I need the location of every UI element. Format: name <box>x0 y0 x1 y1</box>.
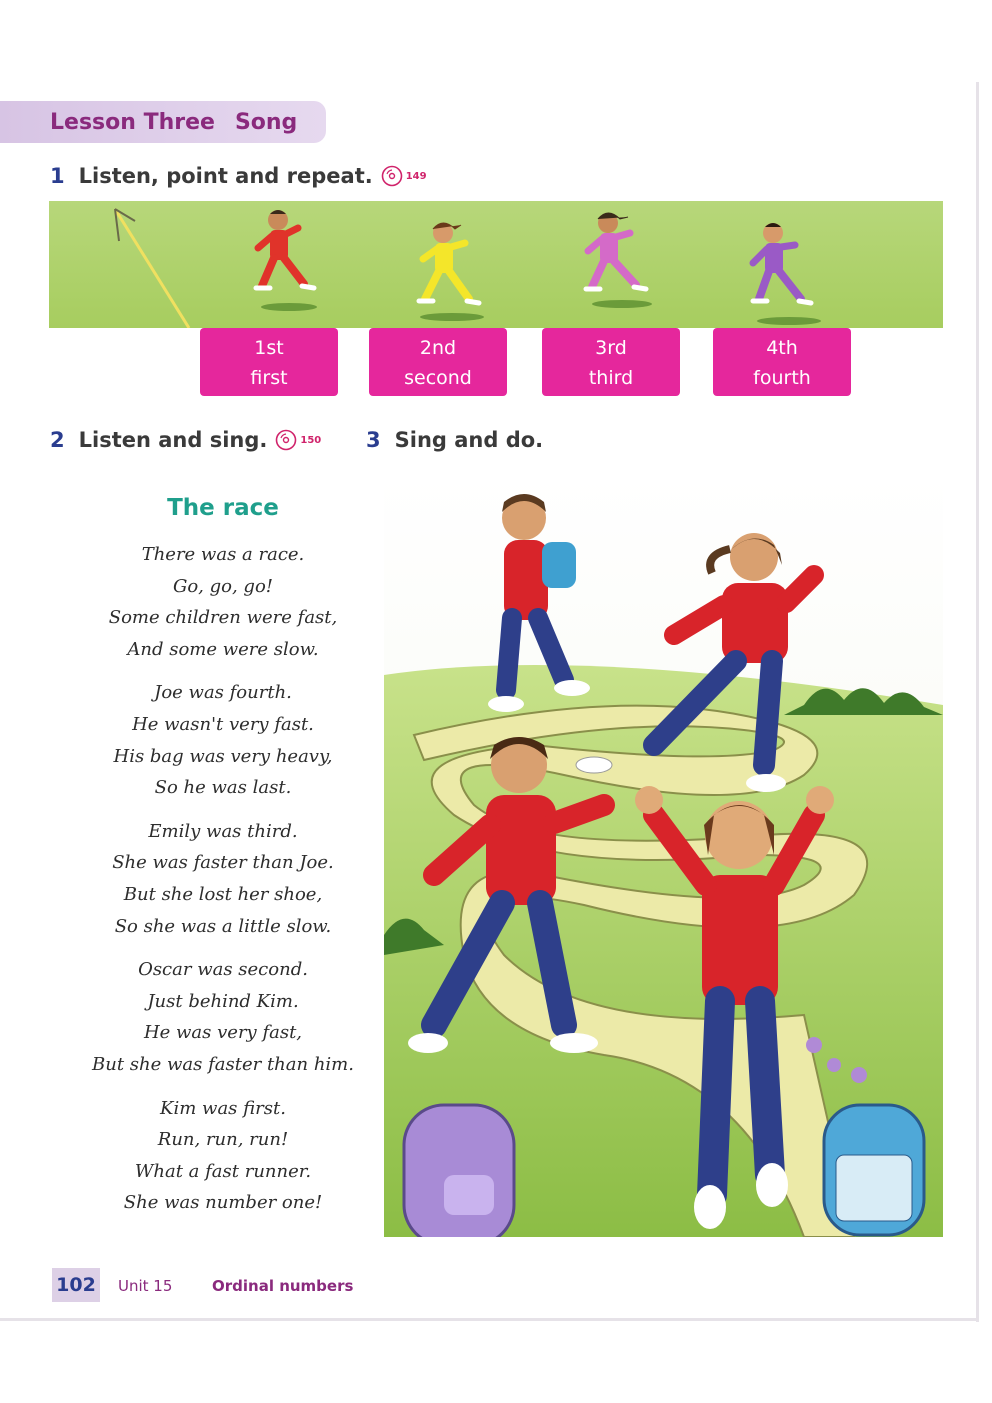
song-line: She was number one! <box>123 1192 323 1214</box>
verse-4 <box>62 954 384 1080</box>
song-line: Oscar was second. <box>138 959 308 981</box>
song-title: The race <box>167 495 279 521</box>
song-scene-illustration <box>384 475 943 1237</box>
ordinal-short: 2nd <box>419 337 457 359</box>
runner-fourth <box>753 223 811 303</box>
song-line: So she was a little slow. <box>114 915 332 937</box>
song-line: Just behind Kim. <box>147 990 299 1012</box>
page-number: 102 <box>52 1268 100 1302</box>
song-line: What a fast runner. <box>134 1160 312 1182</box>
activity-3-instruction <box>366 428 543 452</box>
song-line: Some children were fast, <box>108 607 338 629</box>
track-number: 150 <box>300 434 322 446</box>
song-verses <box>62 539 384 1231</box>
page-bottom-edge <box>0 1318 979 1321</box>
activity-2-text: Listen and sing. <box>78 428 268 452</box>
ordinal-short: 3rd <box>595 337 627 359</box>
activity-2-number: 2 <box>50 428 65 452</box>
race-illustration <box>49 201 943 328</box>
verse-2 <box>62 677 384 803</box>
track-number: 149 <box>405 170 427 182</box>
runner-second <box>419 223 479 303</box>
song-text-box <box>62 475 384 1237</box>
ordinal-short: 1st <box>254 337 284 359</box>
song-line: He wasn't very fast. <box>132 713 314 735</box>
song-line: His bag was very heavy, <box>113 745 333 767</box>
lost-shoe <box>576 757 612 773</box>
footer-topic: Ordinal numbers <box>212 1277 354 1295</box>
activity-1-text: Listen, point and repeat. <box>78 164 373 188</box>
race-strip-svg <box>49 201 943 328</box>
blue-backpack <box>824 1105 924 1235</box>
song-line: She was faster than Joe. <box>112 852 334 874</box>
activity-3-number: 3 <box>366 428 381 452</box>
song-line: Run, run, run! <box>157 1129 289 1151</box>
activity-1-instruction <box>50 164 427 188</box>
cd-icon[interactable] <box>381 165 403 187</box>
runner-third <box>586 213 646 289</box>
verse-5 <box>62 1093 384 1219</box>
lesson-header <box>0 101 326 143</box>
grass-tufts <box>261 300 821 325</box>
song-line: But she lost her shoe, <box>123 883 323 905</box>
song-line: And some were slow. <box>127 638 319 660</box>
ordinal-word: first <box>250 367 288 389</box>
page-edge <box>976 82 979 1322</box>
lesson-label: Lesson Three <box>50 109 215 135</box>
song-line: So he was last. <box>154 777 292 799</box>
ordinal-card-2[interactable] <box>369 328 507 396</box>
ordinal-word: third <box>588 367 634 389</box>
blue-bag <box>542 542 576 588</box>
song-line: Joe was fourth. <box>154 682 292 704</box>
purple-backpack <box>404 1105 514 1237</box>
activity-2-instruction <box>50 428 321 452</box>
song-line: But she was faster than him. <box>92 1053 354 1075</box>
ordinal-word: second <box>404 367 472 389</box>
activity-3-text: Sing and do. <box>394 428 544 452</box>
song-line: Go, go, go! <box>172 575 274 597</box>
verse-1 <box>62 539 384 665</box>
activity-1-number: 1 <box>50 164 65 188</box>
scene-svg <box>384 475 943 1237</box>
finish-line <box>115 209 189 328</box>
song-line: There was a race. <box>141 544 305 565</box>
ordinal-card-3[interactable] <box>542 328 680 396</box>
lesson-type: Song <box>234 109 298 135</box>
song-line: Emily was third. <box>148 820 298 842</box>
song-line: Kim was first. <box>160 1097 286 1119</box>
cd-icon[interactable] <box>275 429 297 451</box>
ordinal-word: fourth <box>753 367 811 389</box>
verse-3 <box>62 816 384 942</box>
footer-unit: Unit 15 <box>118 1277 173 1295</box>
ordinal-card-1[interactable] <box>200 328 338 396</box>
ordinal-card-4[interactable] <box>713 328 851 396</box>
song-line: He was very fast, <box>143 1022 303 1044</box>
ordinal-short: 4th <box>766 337 798 359</box>
runner-first <box>256 210 314 288</box>
